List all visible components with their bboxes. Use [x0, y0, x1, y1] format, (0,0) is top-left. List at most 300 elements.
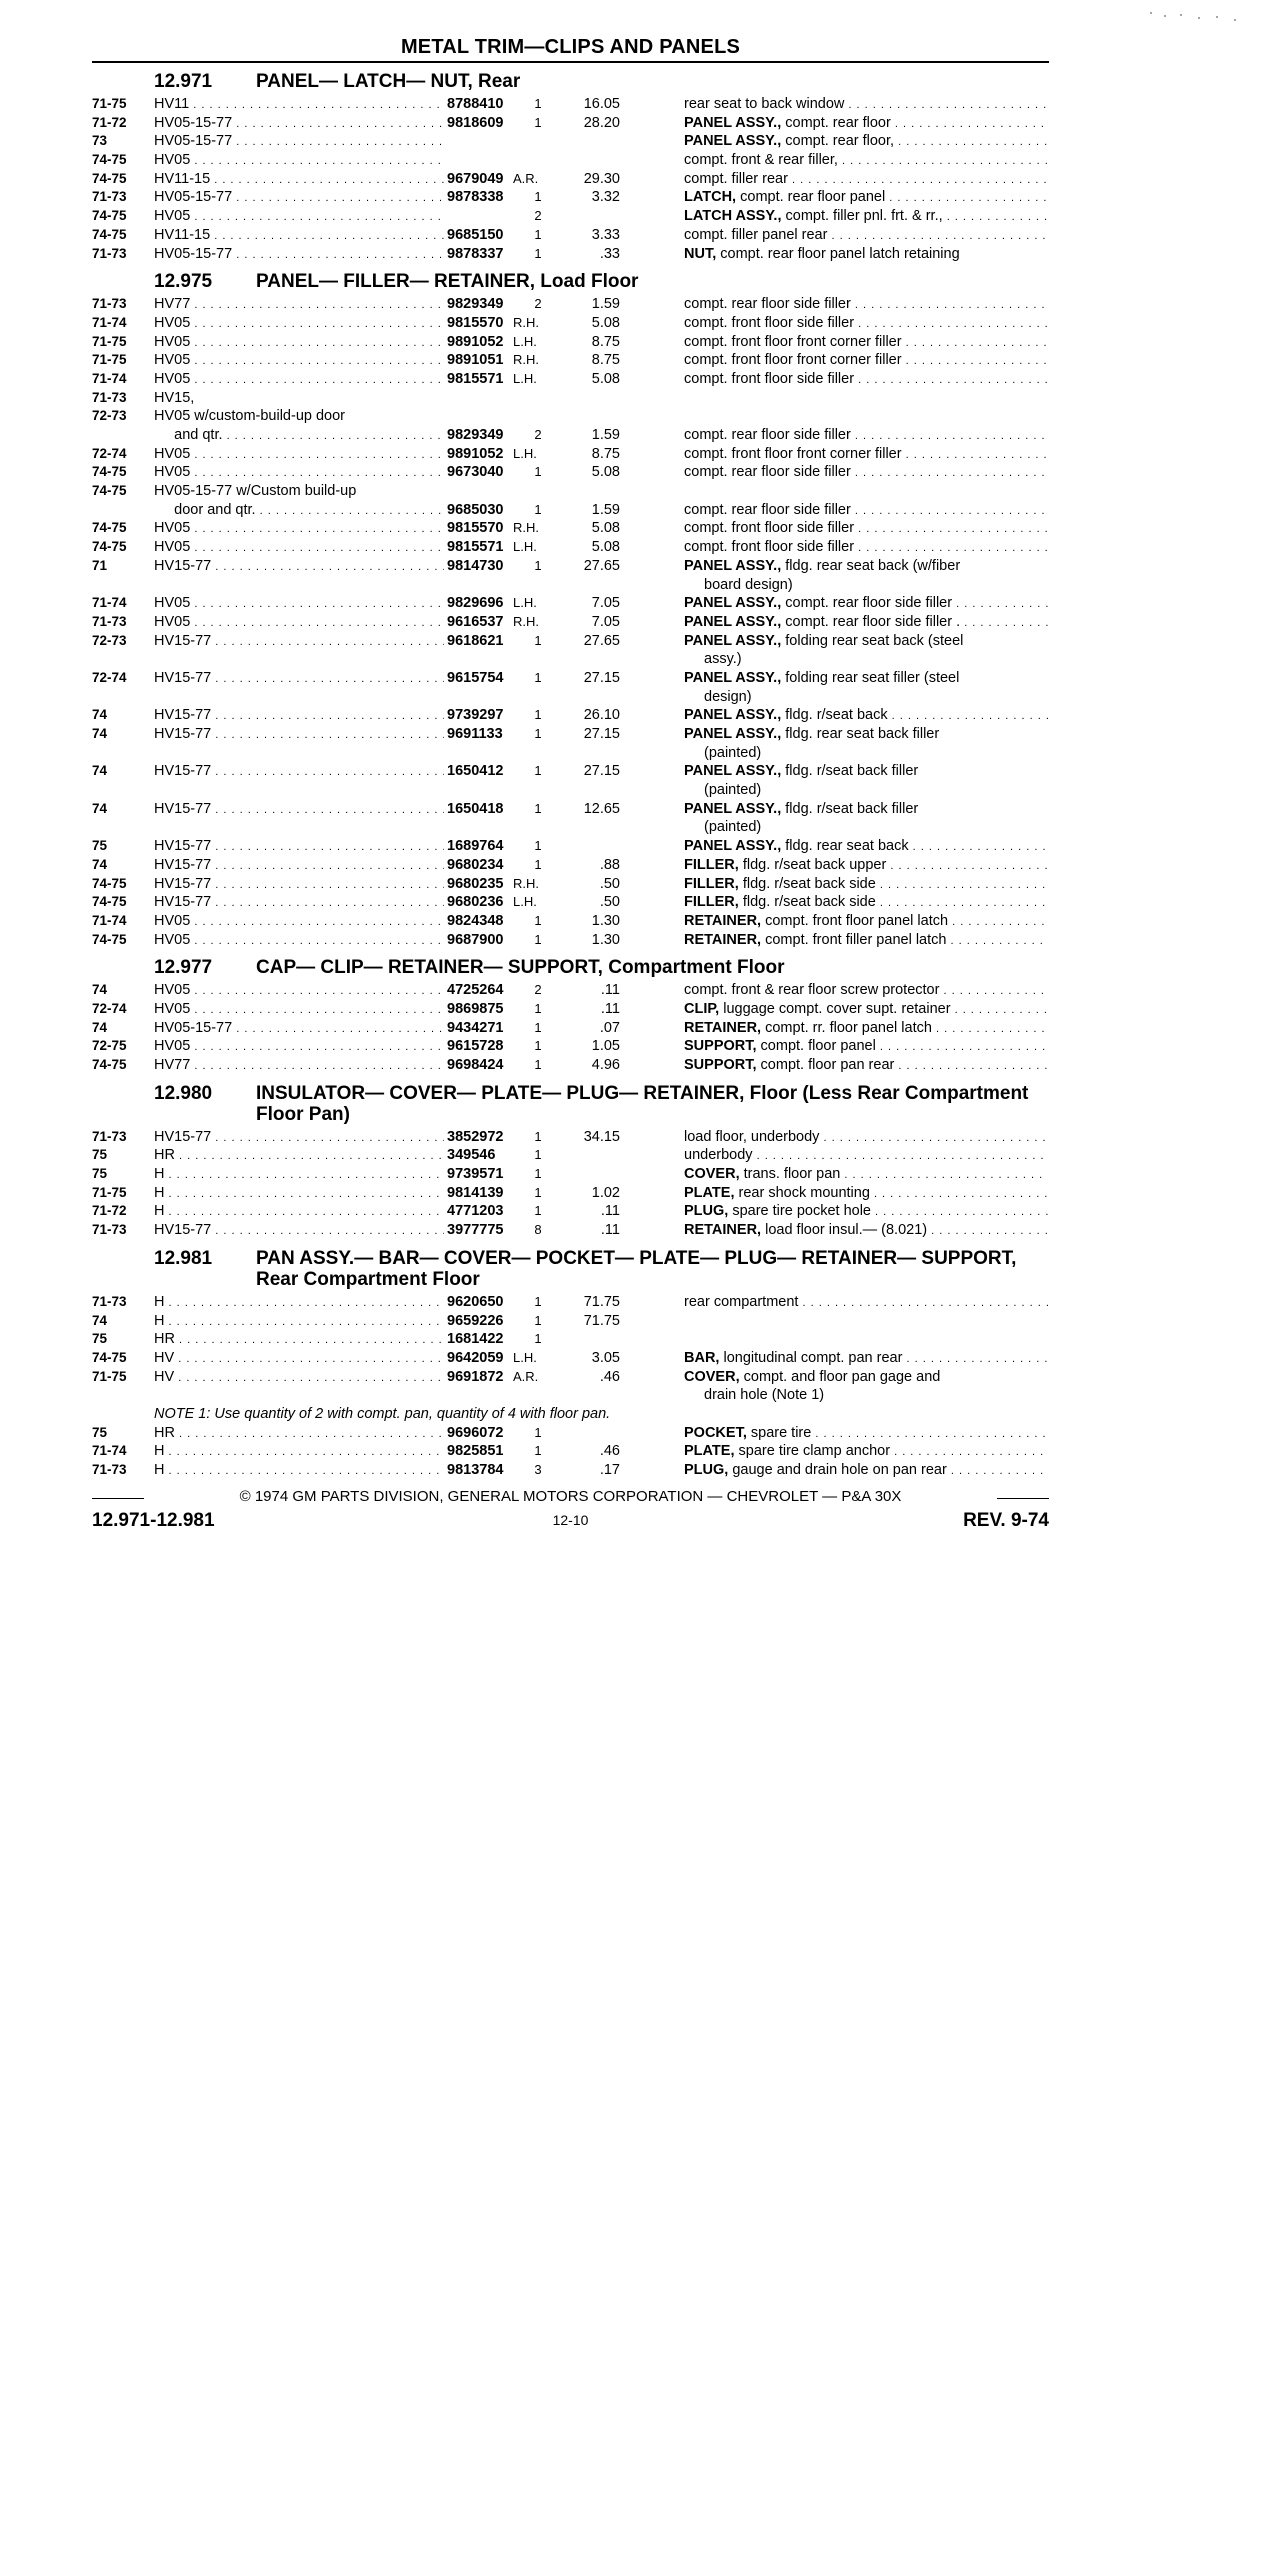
model-years: 74: [92, 856, 108, 872]
quantity: 1: [534, 1331, 542, 1347]
part-name: PANEL ASSY.,: [684, 595, 782, 612]
part-row: [92, 114, 1049, 133]
quantity: 2: [534, 296, 542, 312]
part-description: [684, 1165, 1048, 1185]
part-number: 9891051: [447, 352, 504, 369]
model-years: 71-73: [92, 1462, 127, 1477]
description-detail: rear seat to back window: [684, 96, 845, 112]
part-row: [92, 669, 1049, 688]
list-price: 27.15: [583, 669, 620, 686]
model-code-text: H . . .: [154, 1185, 444, 1201]
part-row: [92, 1386, 1049, 1405]
description-detail: compt. front floor front corner filler: [684, 445, 902, 462]
part-description: [684, 1349, 1048, 1369]
model-years: 72-75: [92, 1038, 127, 1054]
model-years: 74-75: [92, 520, 127, 536]
model-code-text: H . . .: [154, 1203, 444, 1219]
model-code-text: HV . . .: [154, 1369, 444, 1385]
model-code: [154, 538, 444, 558]
description-detail: load floor insul.— (8.021): [765, 1222, 928, 1239]
quantity: 2: [534, 982, 542, 998]
model-years: 71-73: [92, 189, 127, 205]
part-row: [92, 800, 1049, 819]
list-price: 28.20: [583, 114, 620, 131]
model-years: 74-75: [92, 894, 127, 910]
model-code: [154, 314, 444, 334]
part-name: PANEL ASSY.,: [684, 838, 782, 855]
page-number: 12-10: [552, 1511, 589, 1528]
model-code: [154, 1221, 444, 1241]
list-price: 5.08: [591, 464, 620, 481]
description-detail: compt. front & rear floor screw protector: [684, 982, 940, 999]
description-text: [684, 1369, 940, 1385]
model-code: [154, 931, 444, 951]
list-price: .50: [599, 875, 620, 892]
section-heading: [92, 957, 1049, 978]
part-number: 9680234: [447, 856, 504, 873]
model-code: [154, 1293, 444, 1313]
model-code-text: HV05 . . .: [154, 614, 444, 630]
part-row: [92, 501, 1049, 520]
model-code: [154, 407, 444, 427]
model-code: [154, 632, 444, 652]
description-text: [684, 857, 1048, 873]
description-text: [684, 614, 1048, 630]
quantity: 1: [534, 931, 542, 947]
quantity: 8: [534, 1222, 542, 1238]
quantity: 1: [534, 96, 542, 111]
part-row: [92, 632, 1049, 651]
model-years: 74-75: [92, 931, 127, 947]
quantity: 1: [534, 632, 542, 648]
quantity: 1: [534, 114, 542, 130]
model-years: 71-73: [92, 389, 127, 405]
part-description: [684, 501, 1048, 521]
description-detail: trans. floor pan: [743, 1166, 841, 1183]
list-price: 27.65: [583, 632, 620, 649]
model-years: 74: [92, 707, 108, 723]
group-number: 12.975: [154, 271, 213, 293]
description-detail: compt. filler pnl. frt. & rr.,: [785, 208, 943, 225]
part-row: [92, 1330, 1049, 1349]
part-number: 9434271: [447, 1019, 504, 1036]
quantity: 1: [534, 226, 542, 242]
model-code: [154, 1368, 444, 1388]
description-text: [684, 371, 1048, 387]
part-row: [92, 688, 1049, 707]
quantity: 1: [534, 464, 542, 480]
part-number: 9815570: [447, 520, 504, 537]
part-row: [92, 1146, 1049, 1165]
quantity: 2: [534, 208, 542, 224]
model-code: [154, 389, 444, 409]
part-number: 9642059: [447, 1349, 504, 1366]
quantity: 1: [534, 1293, 542, 1309]
description-detail: compt. floor panel: [760, 1038, 876, 1055]
part-row: [92, 762, 1049, 781]
part-number: 9829696: [447, 595, 504, 612]
model-code: [154, 800, 444, 820]
model-years: 71-73: [92, 613, 127, 629]
part-description: [684, 1461, 1048, 1481]
page-title: METAL TRIM—CLIPS AND PANELS: [92, 36, 1049, 63]
description-text: [684, 1425, 1048, 1441]
quantity: 1: [534, 856, 542, 872]
description-detail: compt. rear floor panel latch retaining: [720, 245, 960, 262]
model-years: 71-73: [92, 1222, 127, 1238]
list-price: 4.96: [591, 1057, 620, 1073]
quantity: 1: [534, 1166, 542, 1182]
part-number: 9818609: [447, 114, 504, 131]
model-code: [154, 762, 444, 782]
quantity: 1: [534, 1038, 542, 1054]
part-number: 1689764: [447, 838, 504, 855]
part-name: PANEL ASSY.,: [684, 726, 782, 742]
model-code-text: HV05 . . .: [154, 932, 444, 948]
part-name: BAR,: [684, 1349, 720, 1366]
part-number: 9869875: [447, 1000, 504, 1017]
part-number: 9829349: [447, 427, 504, 443]
model-code: [154, 1146, 444, 1166]
model-code-text: HR . . .: [154, 1331, 444, 1347]
part-name: PLUG,: [684, 1203, 729, 1220]
model-years: 74: [92, 982, 108, 998]
quantity: 1: [534, 669, 542, 685]
description-detail: compt. front floor panel latch: [765, 912, 949, 929]
quantity: 1: [534, 1443, 542, 1459]
part-name: PLATE,: [684, 1443, 735, 1460]
quantity: 1: [534, 1312, 542, 1328]
part-number: 9685030: [447, 501, 504, 518]
part-description: [684, 669, 1048, 689]
model-years: 71-73: [92, 296, 127, 312]
model-code-text: HV15-77 . . .: [154, 707, 444, 723]
part-row: [92, 875, 1049, 894]
part-description: [684, 893, 1048, 913]
description-text: [684, 246, 960, 262]
description-detail: board design): [704, 576, 793, 593]
part-description: [684, 557, 1048, 577]
part-name: CLIP,: [684, 1000, 720, 1017]
model-code-text: HV05 . . .: [154, 315, 444, 331]
quantity: R.H.: [513, 314, 539, 330]
part-description: [684, 1293, 1048, 1313]
part-number: 3977775: [447, 1222, 504, 1239]
model-years: 71-74: [92, 314, 127, 330]
part-name: PANEL ASSY.,: [684, 800, 782, 817]
model-years: 72-74: [92, 669, 127, 685]
model-code: [154, 333, 444, 353]
part-number: 9891052: [447, 333, 504, 350]
part-number: 9618621: [447, 632, 504, 649]
quantity: 1: [534, 763, 542, 779]
copyright-line: © 1974 GM PARTS DIVISION, GENERAL MOTORS CORPORATION — CHEVROLET — P&A 30X: [239, 1487, 902, 1505]
part-name: LATCH,: [684, 189, 737, 206]
description-text: [684, 1020, 1048, 1036]
description-detail: compt. rear floor side filler .: [785, 613, 961, 630]
part-description: [684, 314, 1048, 334]
description-detail: drain hole (Note 1): [704, 1387, 825, 1404]
part-row: [92, 1128, 1049, 1147]
model-code-text: HV05-15-77 . . .: [154, 133, 444, 149]
part-row: [92, 132, 1049, 151]
description-detail: compt. rear floor side filler: [684, 296, 851, 313]
model-code: [154, 226, 444, 246]
model-years: 74-75: [92, 483, 127, 499]
description-detail: fldg. r/seat back side: [742, 894, 876, 911]
model-code: [154, 1056, 444, 1076]
description-detail: luggage compt. cover supt. retainer: [723, 1000, 951, 1017]
part-row: [92, 1293, 1049, 1312]
part-description: [684, 1037, 1048, 1057]
part-number: 9878337: [447, 245, 504, 262]
part-name: PANEL ASSY.,: [684, 669, 782, 686]
model-years: 71-74: [92, 370, 127, 386]
model-years: 72-74: [92, 1000, 127, 1016]
model-code: [154, 1184, 444, 1204]
list-price: .11: [600, 982, 620, 999]
part-row: [92, 781, 1049, 800]
model-code-text: HV05 . . .: [154, 539, 444, 555]
part-description: [684, 463, 1048, 483]
model-code-text: HR . . .: [154, 1425, 444, 1441]
description-text: [684, 1129, 1048, 1145]
part-row: [92, 1221, 1049, 1240]
part-number: 1650418: [447, 800, 504, 817]
part-row: [92, 188, 1049, 207]
description-text: [684, 1057, 1048, 1073]
model-code: [154, 1019, 444, 1039]
model-code: [154, 1442, 444, 1462]
part-description: [684, 245, 1048, 265]
model-code-text: HV15-77 . . .: [154, 801, 444, 817]
model-code: [154, 132, 444, 152]
model-code: [154, 669, 444, 689]
description-text: [684, 352, 1048, 368]
quantity: 1: [534, 1019, 542, 1035]
part-number: 9824348: [447, 912, 504, 929]
model-years: 74: [92, 763, 108, 779]
description-text: [684, 427, 1048, 443]
model-code-text: H . . .: [154, 1443, 444, 1459]
part-name: PLUG,: [684, 1462, 729, 1478]
part-row: [92, 1165, 1049, 1184]
part-description: [684, 856, 1048, 876]
part-name: RETAINER,: [684, 1222, 762, 1239]
model-code: [154, 912, 444, 932]
description-text: [704, 782, 761, 798]
description-detail: compt. front floor front corner filler: [684, 352, 902, 369]
description-text: [684, 1001, 1048, 1017]
model-code: [154, 557, 444, 577]
part-number: 1681422: [447, 1331, 504, 1348]
model-years: 71-74: [92, 595, 127, 611]
list-price: 5.08: [591, 314, 620, 331]
description-text: [684, 595, 1048, 611]
model-code: [154, 370, 444, 390]
model-code-text: HV11 . . .: [154, 96, 444, 112]
list-price: 27.65: [583, 557, 620, 574]
description-detail: compt. rear floor side filler: [684, 501, 851, 518]
quantity: 1: [534, 1203, 542, 1219]
part-row: [92, 207, 1049, 226]
note-text: NOTE 1: Use quantity of 2 with compt. pan, quantity of 4 with floor pan.: [154, 1405, 611, 1422]
part-description: [684, 725, 1048, 745]
list-price: 3.33: [591, 226, 620, 243]
description-detail: compt. front filler panel latch: [765, 931, 947, 948]
part-description: [684, 426, 1048, 446]
description-text: [684, 189, 1048, 205]
quantity: A.R.: [513, 1368, 539, 1384]
description-detail: (painted): [704, 819, 762, 836]
quantity: 1: [534, 1128, 542, 1144]
part-number: 9891052: [447, 445, 504, 462]
catalog-page: [92, 36, 1049, 1532]
part-row: [92, 613, 1049, 632]
description-detail: fldg. r/seat back filler: [785, 763, 919, 780]
part-number: 9616537: [447, 613, 504, 630]
description-text: [684, 838, 1048, 854]
model-years: 74-75: [92, 226, 127, 242]
part-name: SUPPORT,: [684, 1057, 757, 1073]
model-code: [154, 1000, 444, 1020]
description-text: [684, 932, 1048, 948]
model-years: 75: [92, 1424, 108, 1440]
list-price: .46: [599, 1368, 620, 1385]
model-code: [154, 1312, 444, 1332]
model-code-text: H . . .: [154, 1166, 444, 1182]
part-number: 9696072: [447, 1424, 504, 1441]
list-price: .11: [600, 1000, 620, 1017]
part-number: 9829349: [447, 296, 504, 313]
part-row: [92, 893, 1049, 912]
part-number: 9815571: [447, 370, 504, 387]
model-code-text: HV15-77 . . .: [154, 558, 444, 574]
description-text: [684, 464, 1048, 480]
description-detail: compt. front floor side filler: [684, 370, 855, 387]
part-row: [92, 1312, 1049, 1331]
description-text: [684, 876, 1048, 892]
part-row: [92, 170, 1049, 189]
model-code-text: HV . . .: [154, 1350, 444, 1366]
part-number: 9815570: [447, 314, 504, 331]
part-description: [684, 981, 1048, 1001]
part-row: [92, 856, 1049, 875]
part-number: 9691133: [447, 726, 503, 742]
part-description: [704, 688, 1068, 708]
model-years: 71-72: [92, 114, 127, 130]
part-number: 9691872: [447, 1368, 504, 1385]
model-years: 74-75: [92, 464, 127, 480]
part-description: [684, 538, 1048, 558]
model-code: [154, 519, 444, 539]
part-row: [92, 1368, 1049, 1387]
model-code-text: H . . .: [154, 1313, 444, 1329]
part-row: [92, 1349, 1049, 1368]
model-years: 71-75: [92, 1368, 127, 1384]
group-title: PANEL— LATCH— NUT, Rear: [256, 71, 521, 92]
part-description: [684, 1184, 1048, 1204]
model-code-text: HV15,: [154, 389, 195, 406]
part-description: [684, 151, 1048, 171]
description-text: [684, 133, 1048, 149]
model-code-text: HV05 . . .: [154, 208, 444, 224]
model-code-text: HV15-77 . . .: [154, 726, 444, 742]
quantity: L.H.: [513, 333, 537, 349]
quantity: 2: [534, 427, 542, 442]
part-number: 9615754: [447, 669, 504, 686]
model-years: 75: [92, 1331, 108, 1347]
part-description: [684, 1221, 1048, 1241]
description-text: [704, 819, 761, 835]
description-text: [684, 502, 1048, 518]
list-price: 8.75: [591, 445, 620, 462]
part-name: COVER,: [684, 1166, 740, 1183]
part-number: 9685150: [447, 226, 504, 243]
description-detail: compt. rear floor: [785, 114, 891, 131]
part-row: [92, 1000, 1049, 1019]
model-code: [154, 463, 444, 483]
part-number: 9815571: [447, 539, 504, 556]
model-years: 74-75: [92, 170, 127, 186]
part-description: [684, 1442, 1048, 1462]
model-code: [154, 188, 444, 208]
model-code-text: HV15-77 . . .: [154, 894, 444, 910]
part-row: [92, 519, 1049, 538]
description-text: [684, 296, 1048, 312]
description-text: [704, 745, 761, 761]
part-row: [92, 706, 1049, 725]
description-text: [684, 1038, 1048, 1054]
part-number: 9814139: [447, 1184, 504, 1201]
quantity: 1: [534, 245, 542, 261]
part-description: [684, 1202, 1048, 1222]
quantity: L.H.: [513, 1349, 537, 1365]
part-row: [92, 931, 1049, 950]
part-number: 9814730: [447, 557, 504, 574]
part-row: [92, 463, 1049, 482]
model-code: [154, 1424, 444, 1444]
description-text: [704, 689, 752, 705]
quantity: 1: [534, 1184, 542, 1200]
part-row: [92, 1019, 1049, 1038]
part-number: 9813784: [447, 1462, 504, 1478]
page-footer: [92, 1488, 1049, 1532]
model-code-text: HV05 . . .: [154, 982, 444, 998]
part-description: [704, 1386, 1068, 1406]
part-name: FILLER,: [684, 856, 739, 873]
model-years: 74-75: [92, 208, 127, 224]
model-code-text: HV15-77 . . .: [154, 1129, 444, 1145]
list-price: 12.65: [583, 800, 620, 817]
model-years: 74: [92, 1312, 108, 1328]
part-name: PLATE,: [684, 1184, 735, 1201]
model-code-text: HV11-15 . . .: [154, 171, 444, 187]
model-code-text: HV15-77 . . .: [154, 763, 444, 779]
description-text: [684, 801, 918, 817]
model-code-text: HV05-15-77 . . .: [154, 1020, 444, 1036]
model-years: 74-75: [92, 152, 127, 168]
model-years: 73: [92, 133, 108, 149]
part-description: [684, 1000, 1048, 1020]
model-code: [154, 445, 444, 465]
description-detail: fldg. r/seat back filler: [785, 800, 919, 817]
part-row: [92, 912, 1049, 931]
list-price: 1.30: [591, 912, 620, 929]
part-description: [684, 613, 1048, 633]
part-number: 9680236: [447, 894, 504, 911]
model-code: [154, 594, 444, 614]
